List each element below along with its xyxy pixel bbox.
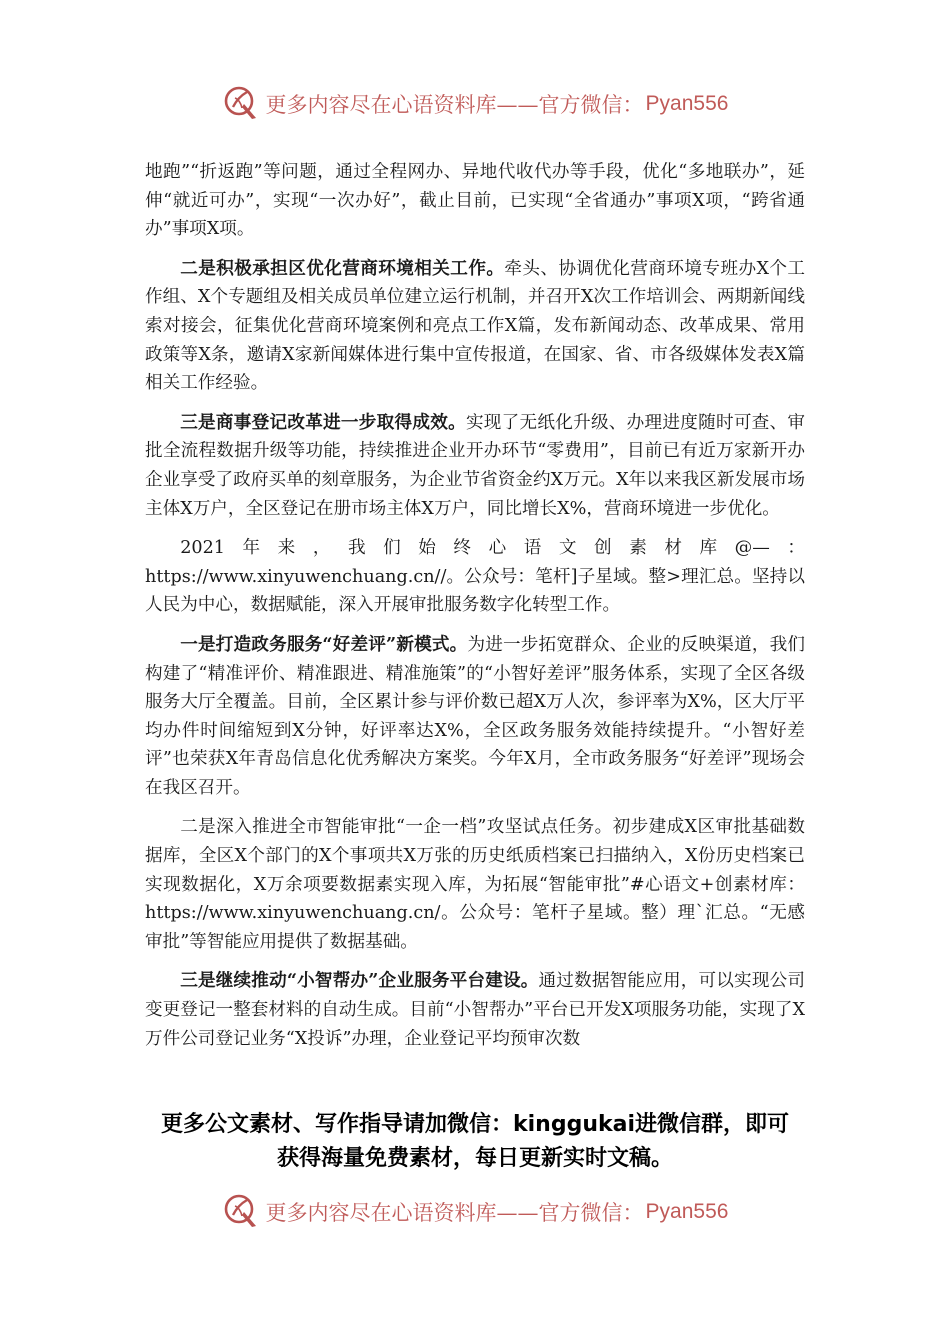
paragraph-1: 地跑”“折返跑”等问题，通过全程网办、异地代收代办等手段，优化“多地联办”，延伸“就近可办”，实现“一次办好”，截止目前，已实现“全省通办”事项X项，“跨省通办”事项X项。 <box>145 162 805 240</box>
paragraph-2: 二是积极承担区优化营商环境相关工作。牵头、协调优化营商环境专班办X个工作组、X个专题组及相关成员单位建立运行机制，并召开X次工作培训会、两期新闻线索对接会，征集优化营商环境案例和亮点工作X篇，发布新闻动态、改革成果、常用政策等X条，邀请X家新闻媒体进行集中宣传报道，在国家、省、市各级媒体发表X篇相关工作经验。 <box>145 257 805 394</box>
paragraph-4: 2021年来，我们始终心语文创素材库@—：https://www.xinyuwenchuang.cn//。公众号：笔杆]子星域。整>理汇总。坚持以人民为中心，数据赋能，深入开展审批服务数字化转型工作。 <box>145 538 805 616</box>
watermark-text: 更多内容尽在心语资料库——官方微信： <box>265 93 644 117</box>
pen-logo-icon <box>222 84 262 124</box>
watermark-banner-bottom <box>0 1190 950 1234</box>
promo-footer <box>110 1108 840 1176</box>
paragraph-heading: 二是积极承担区优化营商环境相关工作。 <box>180 257 505 279</box>
pen-logo-icon <box>222 1192 262 1232</box>
paragraph-3: 三是商事登记改革进一步取得成效。实现了无纸化升级、办理进度随时可查、审批全流程数据升级等功能，持续推进企业开办环节“零费用”，目前已有近万家新开办企业享受了政府买单的刻章服务，为企业节省资金约X万元。X年以来我区新发展市场主体X万户，全区登记在册市场主体X万户，同比增长X%，营商环境进一步优化。 <box>145 411 805 519</box>
watermark-wechat-id: Pyan556 <box>645 92 729 115</box>
paragraph-5: 一是打造政务服务“好差评”新模式。为进一步拓宽群众、企业的反映渠道，我们构建了“精准评价、精准跟进、精准施策”的“小智好差评”服务体系，实现了全区各级服务大厅全覆盖。目前，全区累计参与评价数已超X万人次，参评率为X%，区大厅平均办件时间缩短到X分钟，好评率达X%，全区政务服务效能持续提升。“小智好差评”也荣获X年青岛信息化优秀解决方案奖。今年X月，全市政务服务“好差评”现场会在我区召开。 <box>145 633 805 798</box>
document-body <box>145 158 805 1064</box>
promo-line-1: 更多公文素材、写作指导请加微信：kinggukai进微信群，即可 <box>160 1112 789 1137</box>
paragraph-heading: 一是打造政务服务“好差评”新模式。 <box>180 633 468 655</box>
paragraph-6: 二是深入推进全市智能审批“一企一档”攻坚试点任务。初步建成X区审批基础数据库，全区X个部门的X个事项共X万张的历史纸质档案已扫描纳入，X份历史档案已实现数据化，X万余项要数据素实现入库，为拓展“智能审批”#心语文+创素材库：https://www.xinyuwenchuang.cn/。公众号：笔杆子星域。整）理`汇总。“无感审批”等智能应用提供了数据基础。 <box>145 817 805 952</box>
paragraph-heading: 三是商事登记改革进一步取得成效。 <box>180 411 466 433</box>
watermark-text: 更多内容尽在心语资料库——官方微信： <box>265 1201 644 1225</box>
paragraph-heading: 三是继续推动“小智帮办”企业服务平台建设。 <box>180 970 539 992</box>
paragraph-7: 三是继续推动“小智帮办”企业服务平台建设。通过数据智能应用，可以实现公司变更登记一整套材料的自动生成。目前“小智帮办”平台已开发X项服务功能，实现了X万件公司登记业务“X投诉”办理，企业登记平均预审次数 <box>145 970 805 1049</box>
promo-line-2: 获得海量免费素材，每日更新实时文稿。 <box>276 1146 673 1171</box>
watermark-banner-top <box>0 82 950 126</box>
watermark-wechat-id: Pyan556 <box>645 1200 729 1223</box>
